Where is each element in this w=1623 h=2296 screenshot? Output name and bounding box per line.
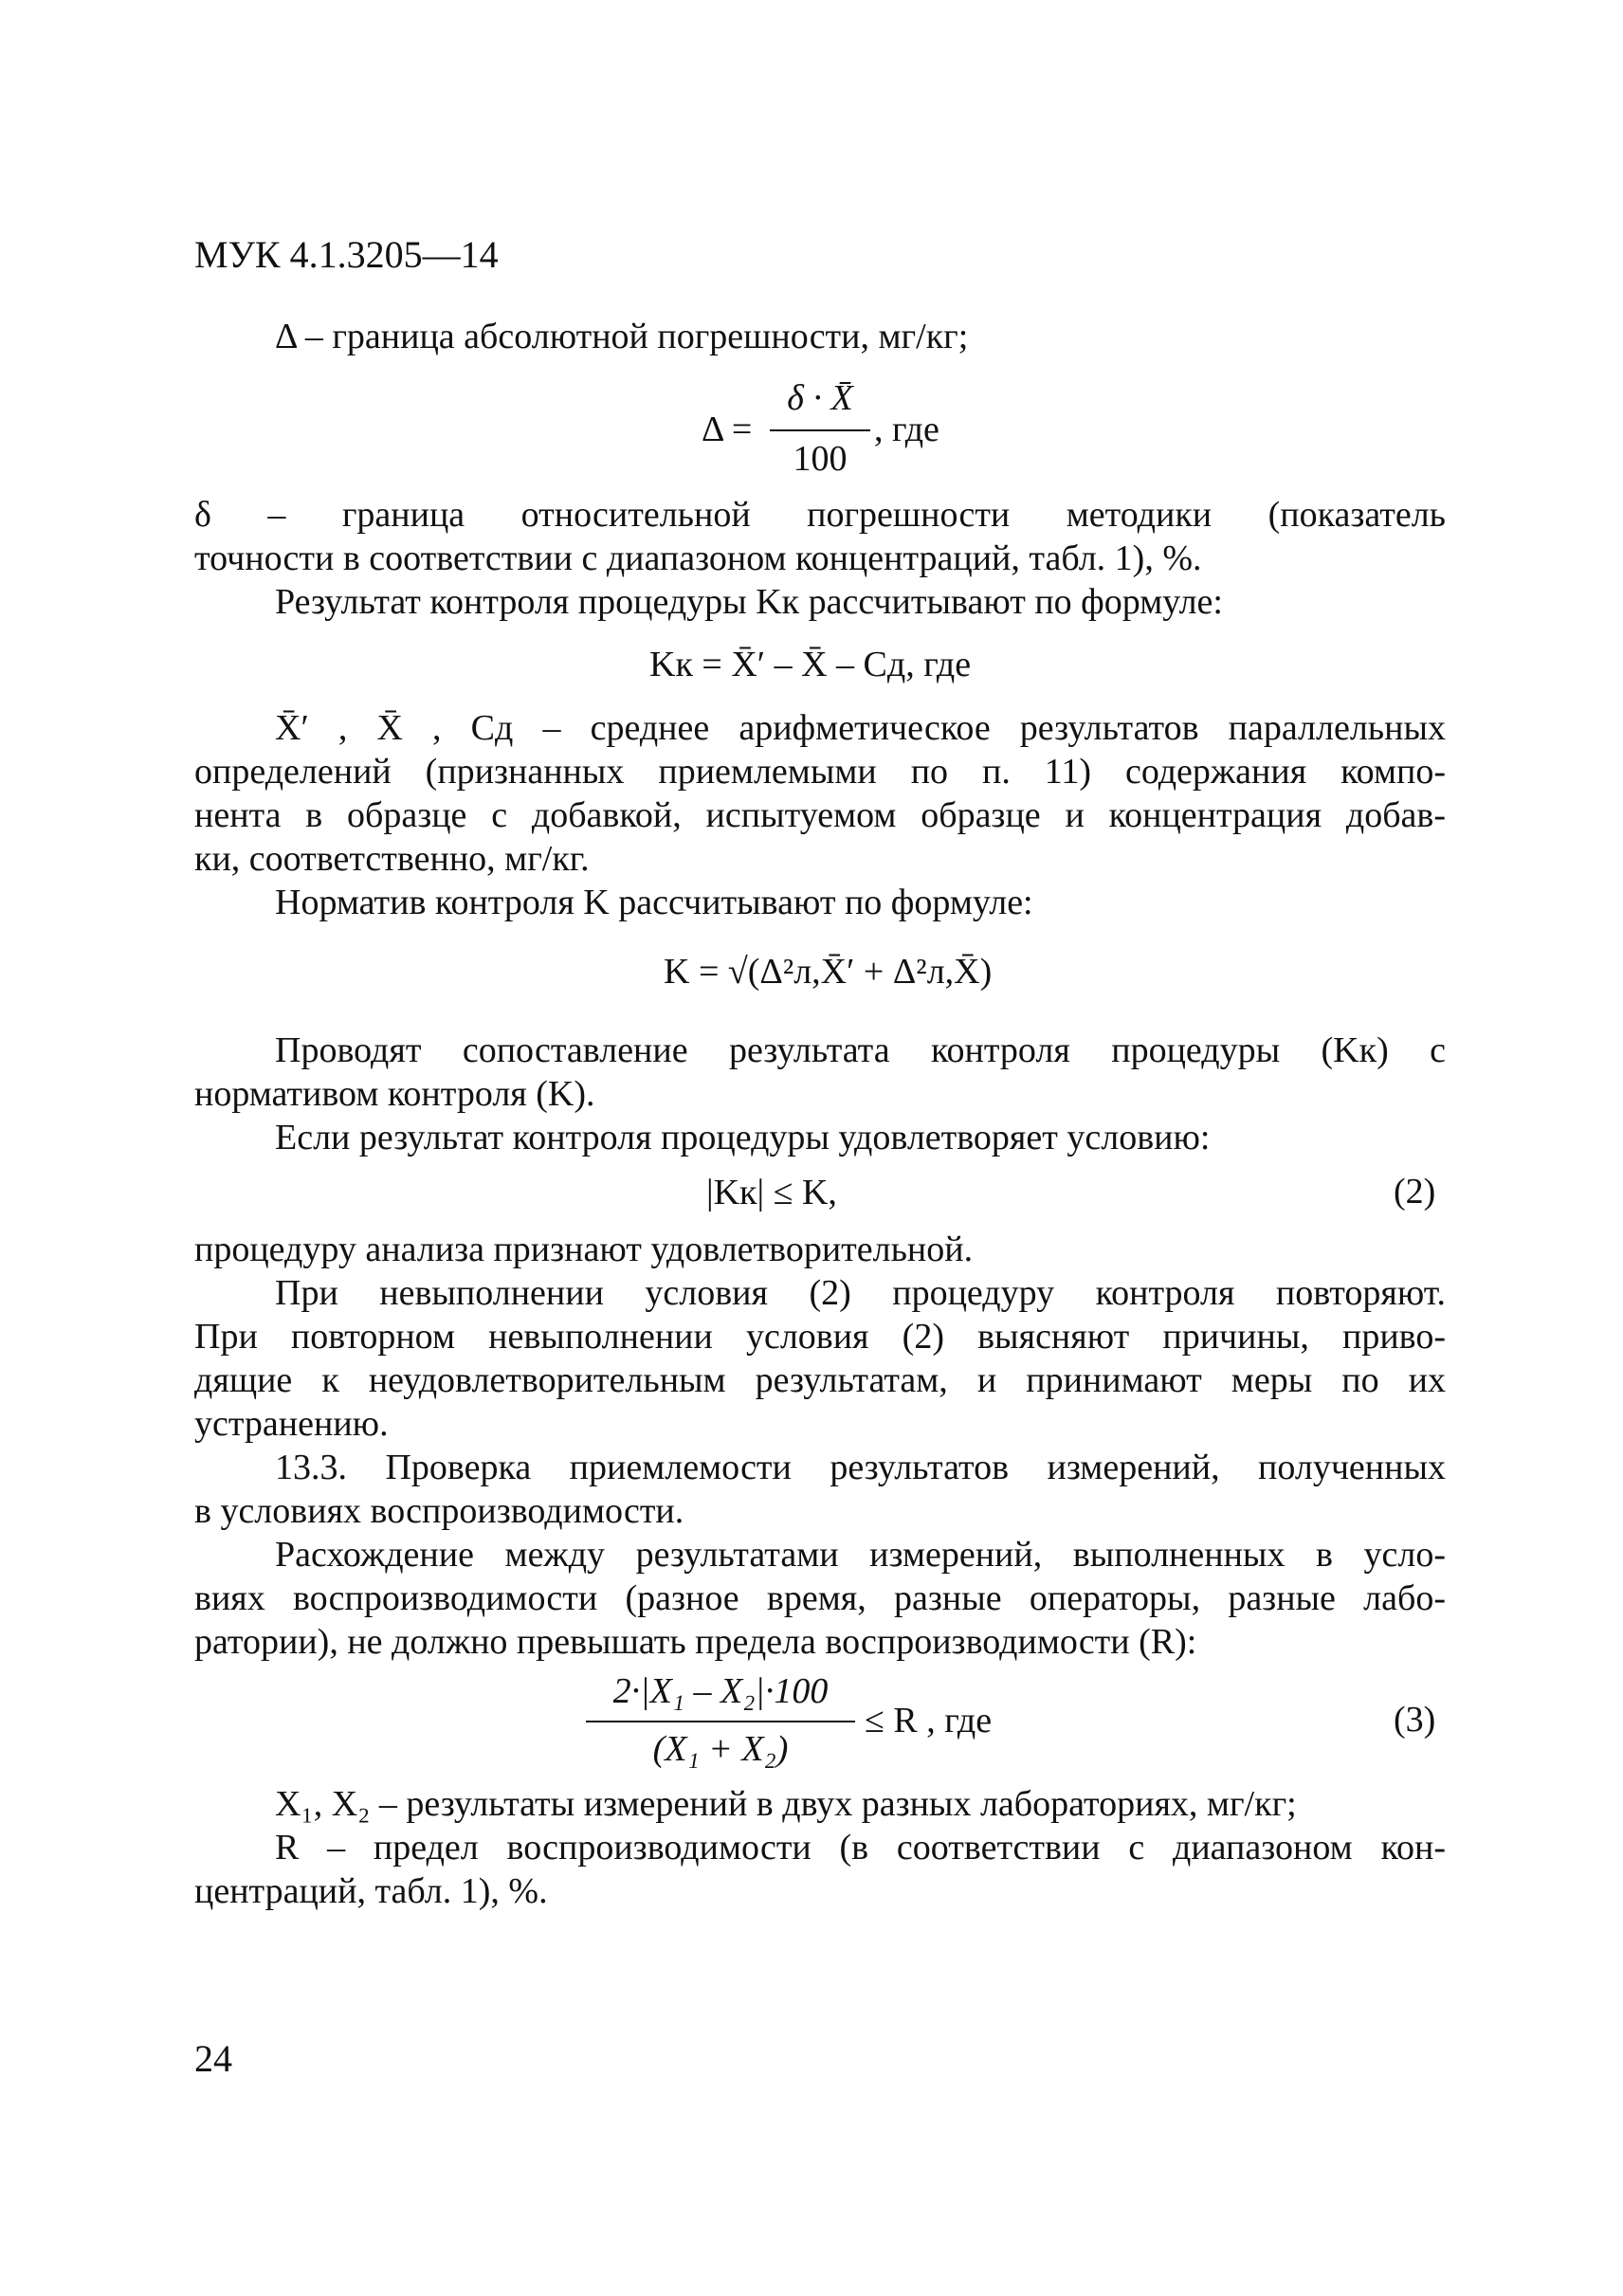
document-header: МУК 4.1.3205—14 [194, 233, 499, 276]
delta-definition: Δ – граница абсолютной погрешности, мг/кг; [275, 317, 969, 356]
discrepancy-line-1: Расхождение между результатами измерений, выполненных в усло- [275, 1535, 1446, 1575]
formula1-where: , где [874, 410, 939, 449]
repeat-line-1: При невыполнении условия (2) процедуру контроля повторяют. [275, 1273, 1446, 1313]
result-intro: Результат контроля процедуры Kк рассчитывают по формуле: [275, 582, 1223, 622]
formula5-numerator: 2·|X₁ – X₂|·100 [612, 1671, 829, 1711]
formula5-denominator: (X₁ + X₂) [652, 1729, 789, 1769]
formula1-fraction-line [770, 429, 870, 431]
formula5-rhs: ≤ R , где [865, 1701, 993, 1740]
means-line-3: нента в образце с добавкой, испытуемом образце и концентрация добав- [194, 795, 1446, 835]
compare-line-1: Проводят сопоставление результата контроля процедуры (Kк) с [275, 1030, 1446, 1070]
repeat-line-4: устранению. [194, 1404, 389, 1444]
section-13-3-line-1: 13.3. Проверка приемлемости результатов измерений, полученных [275, 1448, 1446, 1487]
delta-rel-line-1: δ – граница относительной погрешности методики (показатель [194, 495, 1446, 535]
formula3: K = √(Δ²л,X̄′ + Δ²л,X̄) [664, 952, 993, 992]
condition-intro: Если результат контроля процедуры удовлетворяет условию: [275, 1118, 1211, 1157]
section-13-3-line-2: в условиях воспроизводимости. [194, 1491, 684, 1531]
formula1-denominator: 100 [793, 439, 848, 479]
discrepancy-line-2: виях воспроизводимости (разное время, разные операторы, разные лабо- [194, 1578, 1446, 1618]
r-definition-line-1: R – предел воспроизводимости (в соответствии с диапазоном кон- [275, 1828, 1446, 1868]
equation-number-2: (2) [1394, 1172, 1436, 1212]
delta-rel-line-2: точности в соответствии с диапазоном концентраций, табл. 1), %. [194, 538, 1202, 578]
norm-intro: Норматив контроля K рассчитывают по формуле: [275, 883, 1033, 922]
equation-number-3: (3) [1394, 1700, 1436, 1740]
repeat-line-3: дящие к неудовлетворительным результатам, и принимают меры по их [194, 1360, 1446, 1400]
satisfactory-line: процедуру анализа признают удовлетворительной. [194, 1230, 974, 1269]
page-number: 24 [194, 2037, 232, 2080]
means-line-1: X̄′ , X̄ , Cд – среднее арифметическое результатов параллельных [275, 708, 1446, 748]
r-definition-line-2: центраций, табл. 1), %. [194, 1871, 548, 1911]
formula4: |Kк| ≤ K, [706, 1173, 837, 1212]
formula2: Kк = X̄′ – X̄ – Cд, где [649, 645, 972, 684]
formula5-fraction-line [586, 1721, 855, 1722]
formula1-numerator: δ · X̄ [787, 378, 853, 418]
formula1-lhs: Δ = [702, 410, 753, 449]
means-line-2: определений (признанных приемлемыми по п. 11) содержания компо- [194, 752, 1446, 792]
x-definition: X₁, X₂ – результаты измерений в двух разных лабораториях, мг/кг; [275, 1784, 1297, 1824]
compare-line-2: нормативом контроля (K). [194, 1074, 595, 1114]
means-line-4: ки, соответственно, мг/кг. [194, 839, 590, 879]
repeat-line-2: При повторном невыполнении условия (2) выясняют причины, приво- [194, 1317, 1446, 1357]
discrepancy-line-3: ратории), не должно превышать предела воспроизводимости (R): [194, 1622, 1197, 1662]
